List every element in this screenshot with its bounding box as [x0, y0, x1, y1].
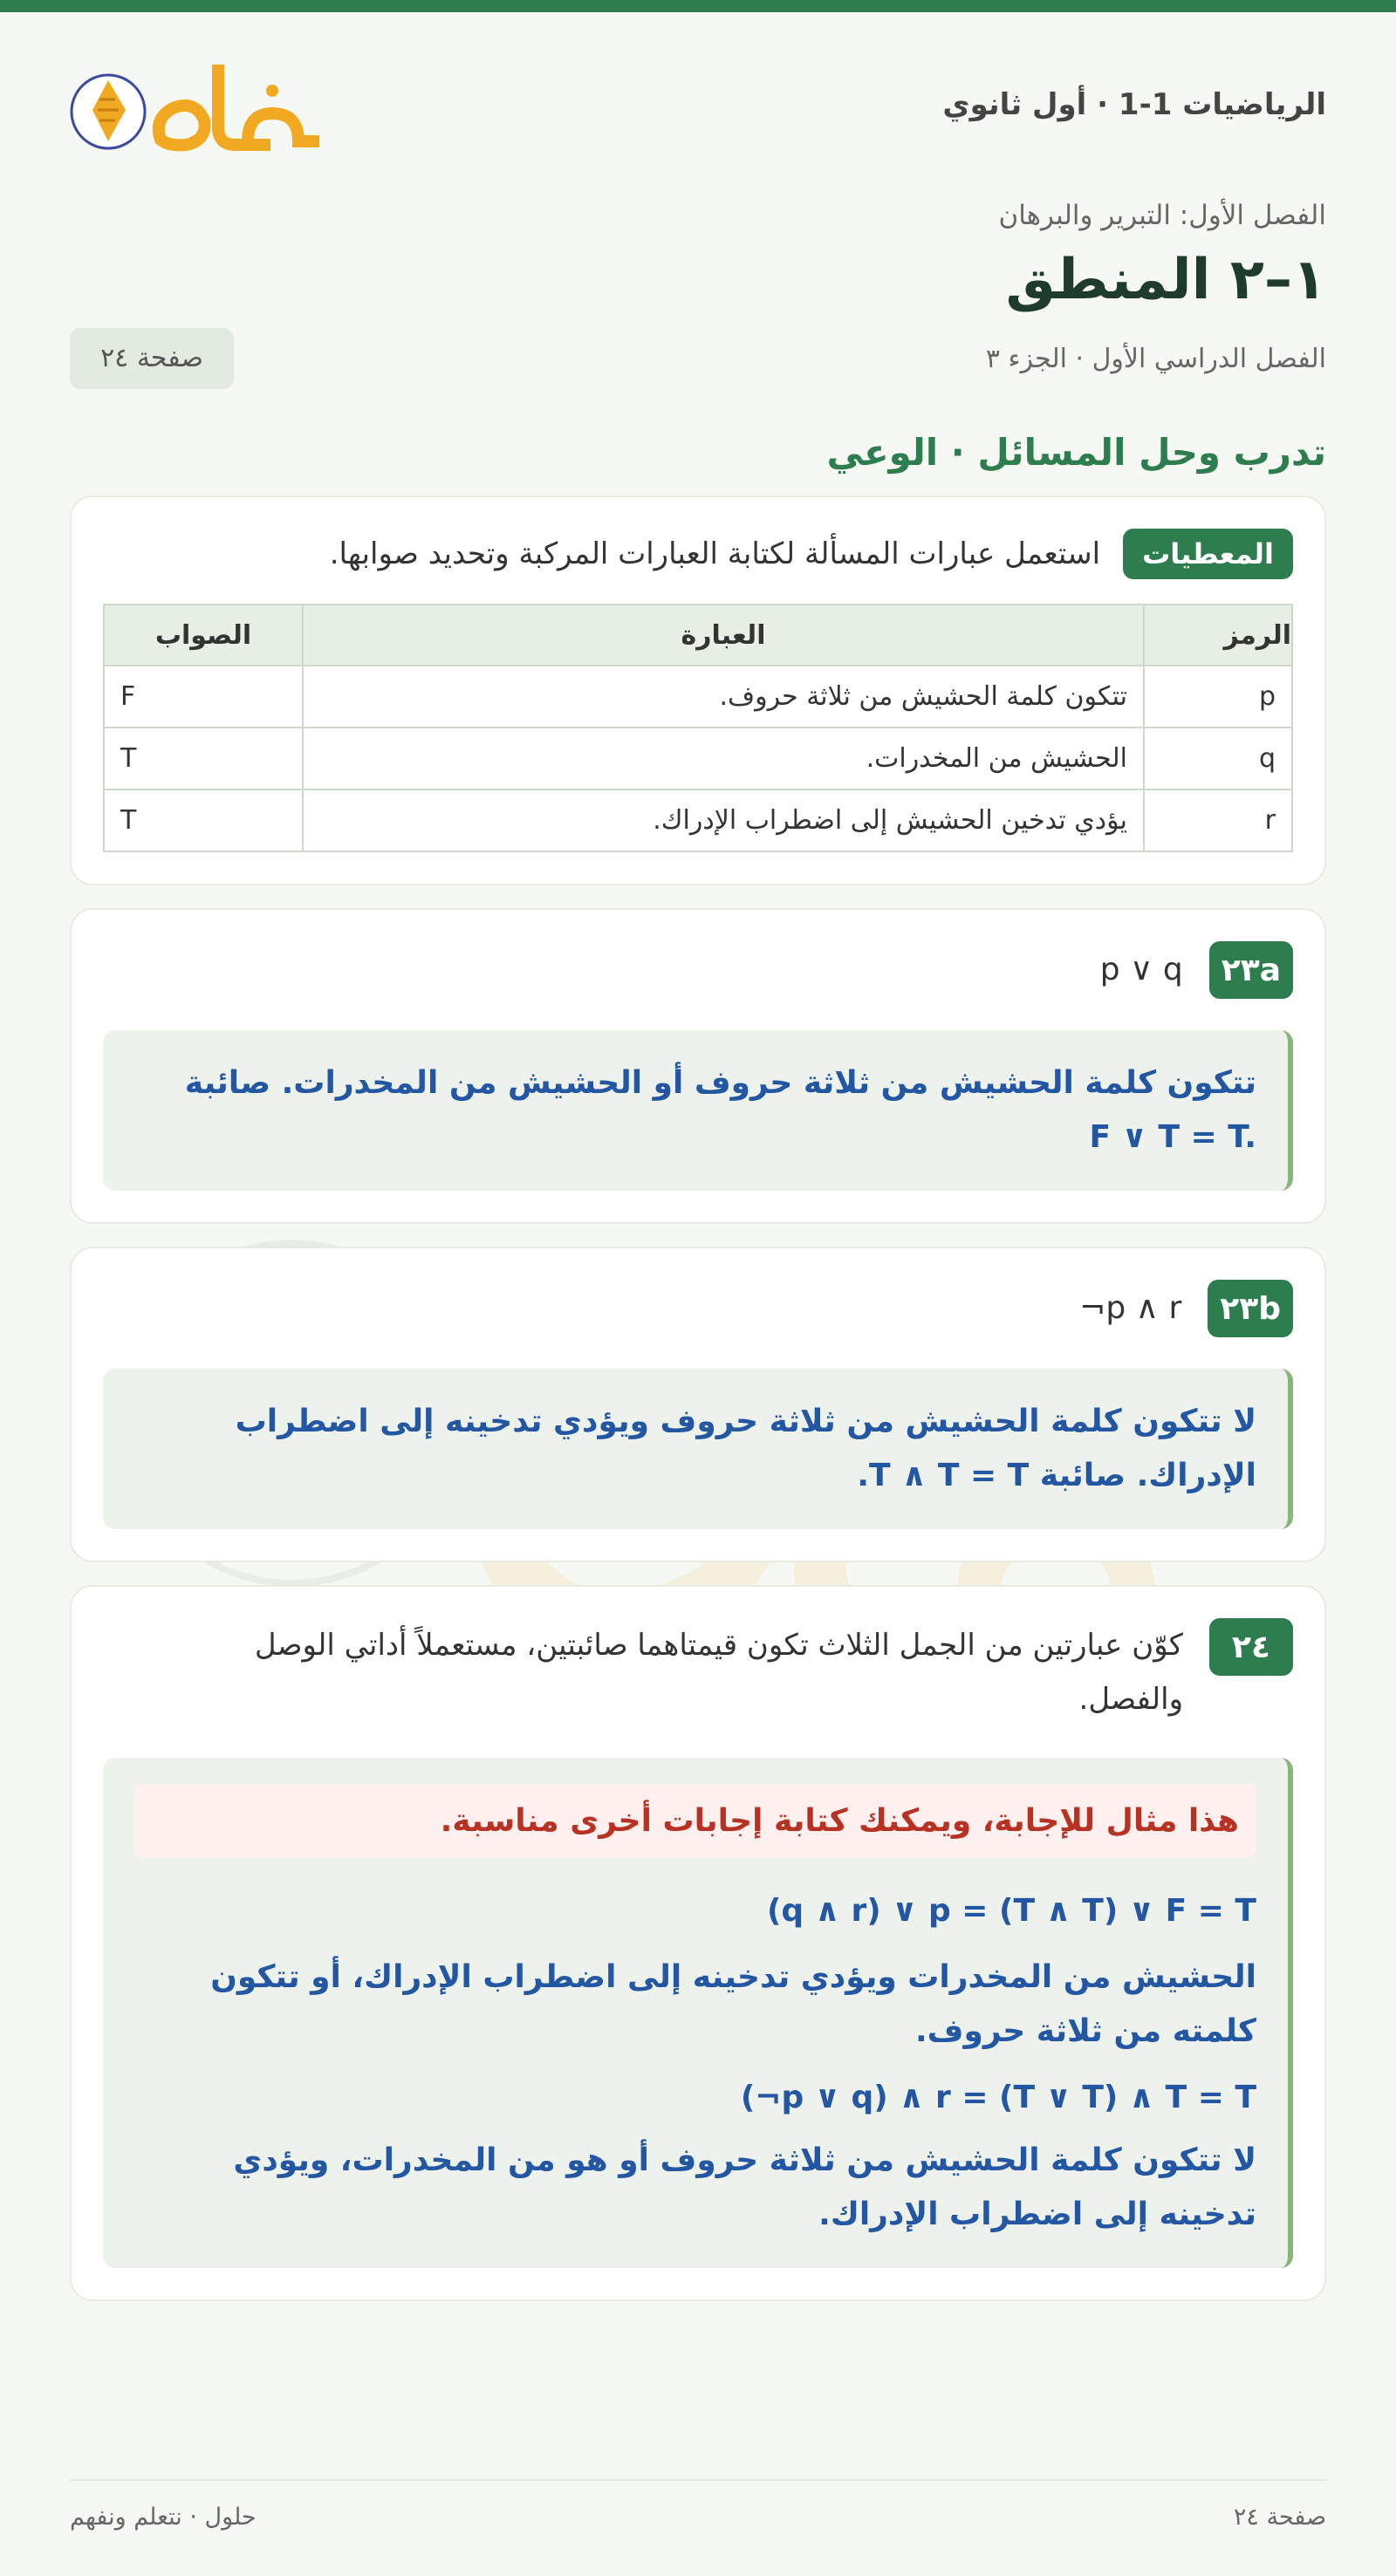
cell-statement: يؤدي تدخين الحشيش إلى اضطراب الإدراك. — [303, 789, 1144, 851]
answer-text: الإدراك. صائبة T ∧ T = T. — [857, 1458, 1256, 1494]
answer-text: تتكون كلمة الحشيش من ثلاثة حروف أو الحشيش من المخدرات. صائبة — [184, 1065, 1256, 1102]
question-expression: p ∨ q — [1099, 952, 1183, 988]
example-answer-note: هذا مثال للإجابة، ويمكنك كتابة إجابات أخرى مناسبة. — [134, 1784, 1256, 1858]
given-badge: المعطيات — [1123, 529, 1293, 579]
question-header — [103, 941, 1293, 999]
page-header — [70, 12, 1326, 200]
subject-title: الرياضيات 1-1 · أول ثانوي — [942, 87, 1326, 122]
semester-label: الفصل الدراسي الأول · الجزء ٣ — [985, 343, 1326, 374]
hulul-logo[interactable] — [70, 56, 323, 169]
answer-text: الحشيش من المخدرات ويؤدي تدخينه إلى اضطراب الإدراك، أو تتكون — [210, 1959, 1256, 1996]
footer-page-number: صفحة ٢٤ — [1233, 2504, 1326, 2531]
footer-brand: حلول · نتعلم ونفهم — [70, 2504, 257, 2531]
statements-table — [103, 604, 1293, 852]
question-prompt — [255, 1618, 1183, 1726]
cell-truth: T — [104, 728, 303, 789]
question-header — [103, 1618, 1293, 1726]
section-title: تدرب وحل المسائل · الوعي — [826, 430, 1326, 474]
page-footer — [70, 2479, 1326, 2533]
given-header — [103, 529, 1293, 579]
answer-text: كلمته من ثلاثة حروف. — [915, 2013, 1256, 2050]
table-row — [104, 789, 1292, 851]
question-text: كوّن عبارتين من الجمل الثلاث تكون قيمتاهما صائبتين، مستعملاً أداتي الوصل — [254, 1628, 1183, 1664]
cell-truth: F — [104, 666, 303, 728]
question-number-badge: ٢٤ — [1209, 1618, 1293, 1676]
question-number-badge: ٢٣b — [1208, 1280, 1293, 1337]
question-text: والفصل. — [1078, 1682, 1183, 1718]
given-card — [70, 495, 1326, 885]
answer-formula: (q ∧ r) ∨ p = (T ∧ T) ∨ F = T — [766, 1893, 1256, 1930]
header-statement: العبارة — [303, 605, 1144, 666]
cell-symbol: q — [1144, 728, 1292, 789]
answer-formula: (¬p ∨ q) ∧ r = (T ∨ T) ∧ T = T — [740, 2080, 1256, 2116]
answer-text: لا تتكون كلمة الحشيش من ثلاثة حروف ويؤدي تدخينه إلى اضطراب — [235, 1404, 1256, 1440]
answer-box — [103, 1030, 1293, 1191]
table-row — [104, 728, 1292, 789]
page-number-badge: صفحة ٢٤ — [70, 328, 234, 389]
header-symbol: الرمز — [1144, 605, 1292, 666]
table-header-row — [104, 605, 1292, 666]
chapter-label: الفصل الأول: التبرير والبرهان — [998, 200, 1326, 231]
lesson-title: ١–٢ المنطق — [1005, 248, 1326, 312]
answer-box — [103, 1369, 1293, 1529]
answer-box — [103, 1758, 1293, 2268]
cell-statement: الحشيش من المخدرات. — [303, 728, 1144, 789]
cell-symbol: r — [1144, 789, 1292, 851]
cell-symbol: p — [1144, 666, 1292, 728]
given-instructions: استعمل عبارات المسألة لكتابة العبارات المركبة وتحديد صوابها. — [329, 536, 1101, 572]
answer-formula: F ∨ T = T. — [1089, 1119, 1256, 1156]
answer-text: لا تتكون كلمة الحشيش من ثلاثة حروف أو هو من المخدرات، ويؤدي — [233, 2142, 1256, 2179]
question-header — [103, 1280, 1293, 1337]
question-card-24 — [70, 1585, 1326, 2301]
cell-truth: T — [104, 789, 303, 851]
header-truth: الصواب — [104, 605, 303, 666]
meta-row — [70, 326, 1326, 405]
cell-statement: تتكون كلمة الحشيش من ثلاثة حروف. — [303, 666, 1144, 728]
question-card-23b — [70, 1247, 1326, 1562]
question-card-23a — [70, 908, 1326, 1224]
question-expression: ¬p ∧ r — [1079, 1290, 1182, 1327]
question-number-badge: ٢٣a — [1209, 941, 1293, 999]
answer-text: تدخينه إلى اضطراب الإدراك. — [818, 2197, 1256, 2233]
top-accent-bar — [0, 0, 1396, 12]
table-row — [104, 666, 1292, 728]
page-content — [70, 12, 1326, 2301]
